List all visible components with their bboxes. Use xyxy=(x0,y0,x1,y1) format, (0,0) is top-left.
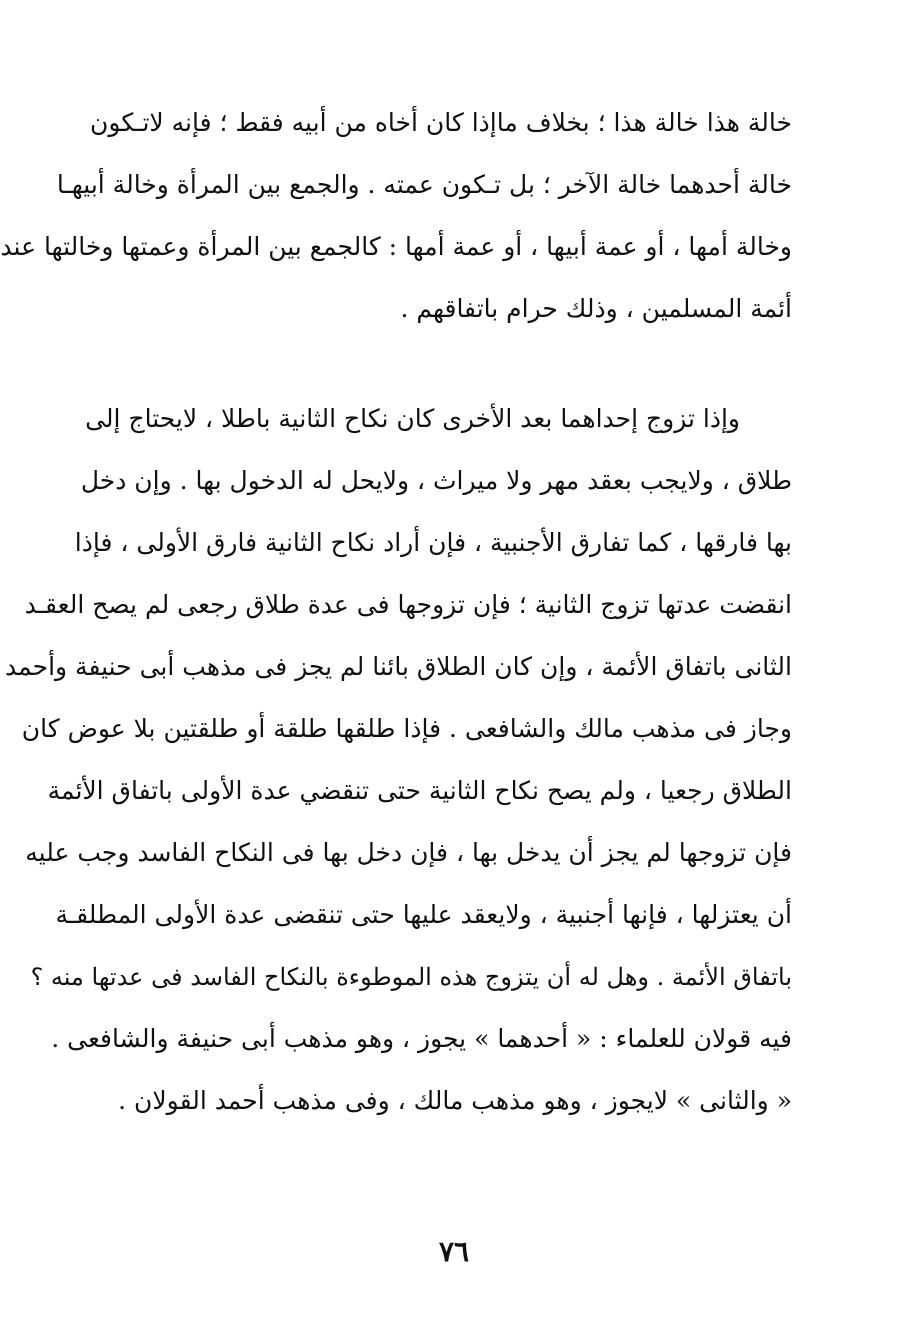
text-line: انقضت عدتها تزوج الثانية ؛ فإن تزوجها فى عدة طلاق رجعى لم يصح العقـد xyxy=(24,590,792,619)
page-number: ٧٦ xyxy=(438,1235,470,1268)
text-line: بها فارقها ، كما تفارق الأجنبية ، فإن أراد نكاح الثانية فارق الأولى ، فإذا xyxy=(74,528,792,557)
text-line: طلاق ، ولايجب بعقد مهر ولا ميراث ، ولايحل له الدخول بها . وإن دخل xyxy=(80,466,792,495)
text-line: وخالة أمها ، أو عمة أبيها ، أو عمة أمها : كالجمع بين المرأة وعمتها وخالتها عند xyxy=(0,232,792,261)
text-line: الطلاق رجعيا ، ولم يصح نكاح الثانية حتى تنقضي عدة الأولى باتفاق الأئمة xyxy=(47,776,792,805)
text-line: خالة أحدهما خالة الآخر ؛ بل تـكون عمته . والجمع بين المرأة وخالة أبيهـا xyxy=(56,170,792,199)
text-line: خالة هذا خالة هذا ؛ بخلاف ماإذا كان أخاه من أبيه فقط ؛ فإنه لاتـكون xyxy=(90,108,792,137)
paragraph-2 xyxy=(5,388,792,1132)
text-line: وجاز فى مذهب مالك والشافعى . فإذا طلقها طلقة أو طلقتين بلا عوض كان xyxy=(21,714,792,743)
text-line: فإن تزوجها لم يجز أن يدخل بها ، فإن دخل بها فى النكاح الفاسد وجب عليه xyxy=(25,838,792,867)
text-line: وإذا تزوج إحداهما بعد الأخرى كان نكاح الثانية باطلا ، لايحتاج إلى xyxy=(85,404,740,433)
text-line: فيه قولان للعلماء : « أحدهما » يجوز ، وهو مذهب أبى حنيفة والشافعى . xyxy=(51,1024,792,1053)
text-line: « والثانى » لايجوز ، وهو مذهب مالك ، وفى مذهب أحمد القولان . xyxy=(118,1086,792,1115)
paragraph-1 xyxy=(0,92,792,340)
text-line: أئمة المسلمين ، وذلك حرام باتفاقهم . xyxy=(400,294,792,323)
text-line: أن يعتزلها ، فإنها أجنبية ، ولايعقد عليها حتى تنقضى عدة الأولى المطلقـة xyxy=(55,900,792,929)
text-line: باتفاق الأئمة . وهل له أن يتزوج هذه الموطوءة بالنكاح الفاسد فى عدتها منه ؟ xyxy=(30,963,792,991)
text-line: الثانى باتفاق الأئمة ، وإن كان الطلاق بائنا لم يجز فى مذهب أبى حنيفة وأحمد xyxy=(5,652,792,681)
